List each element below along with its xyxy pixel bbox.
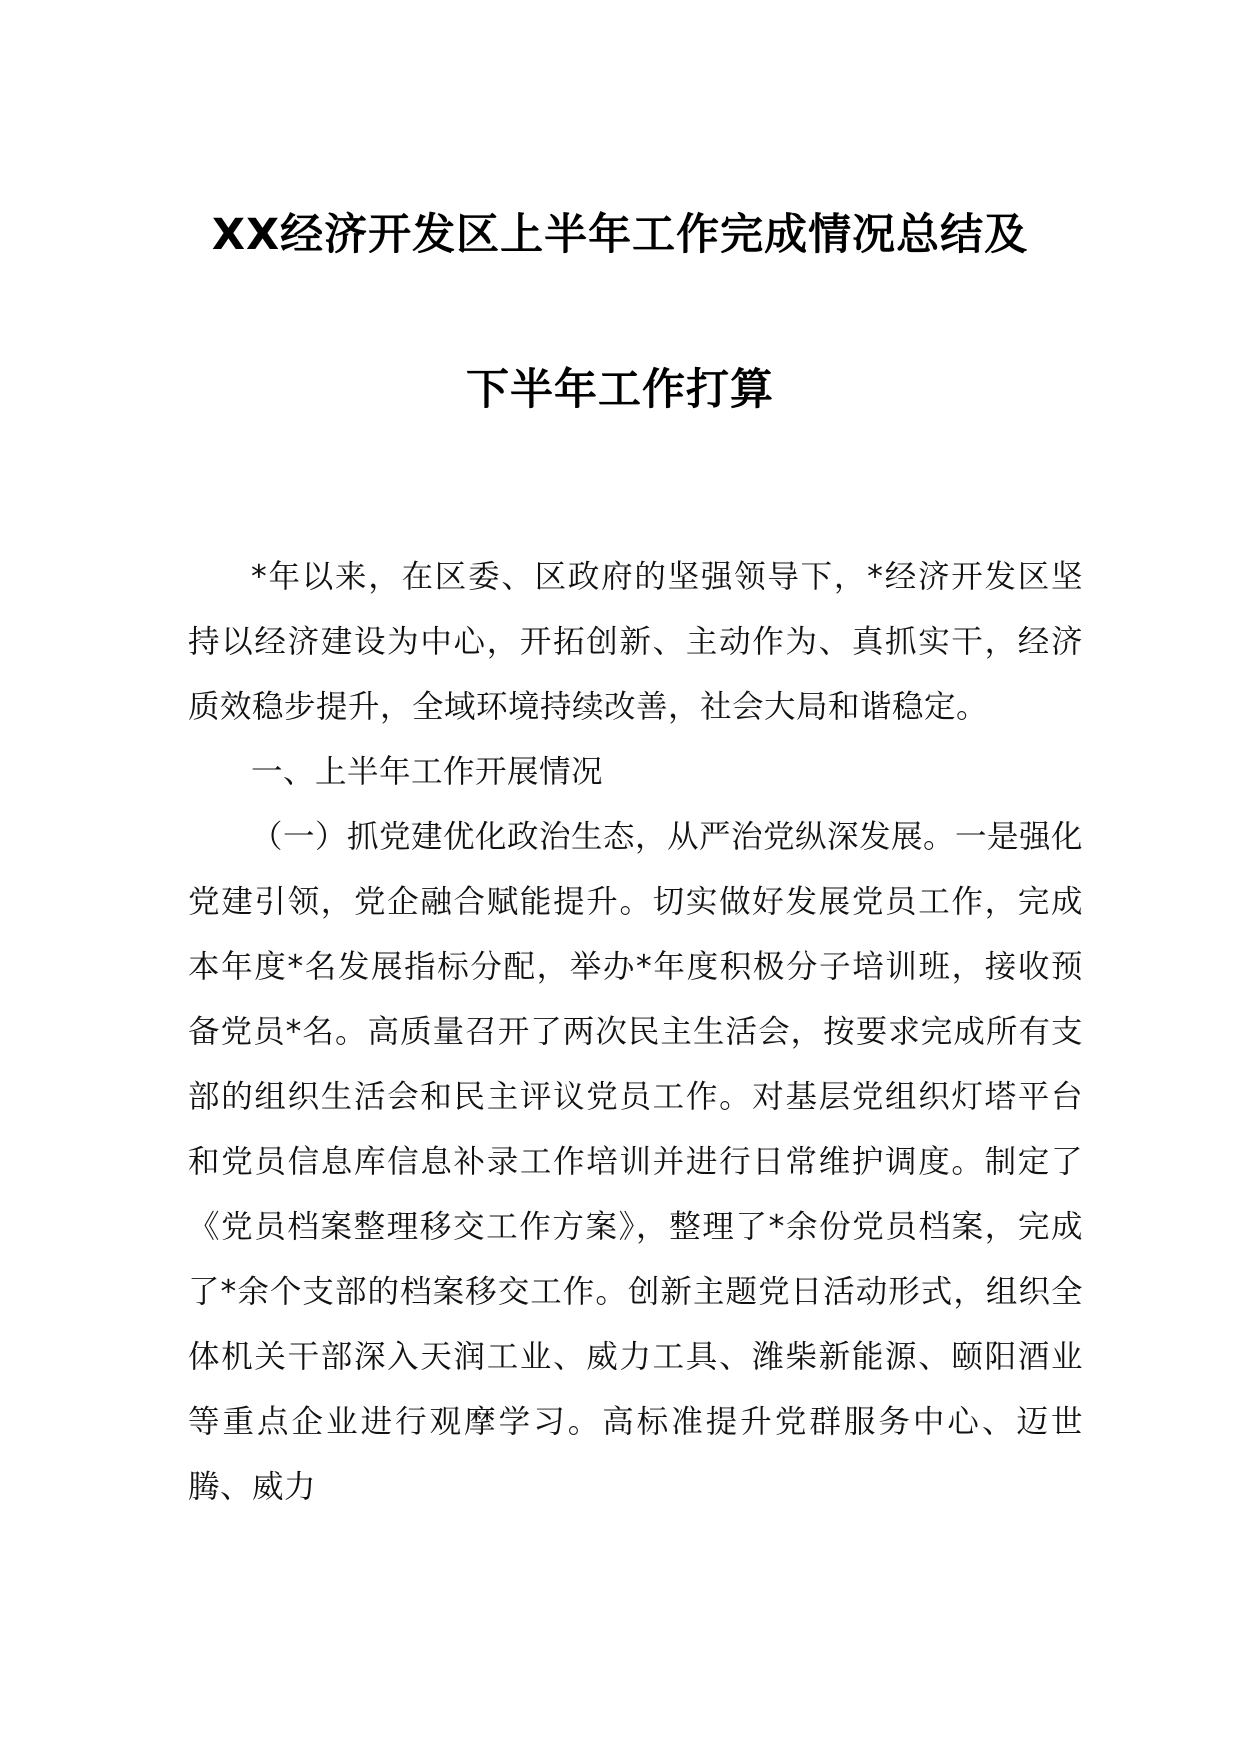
paragraph-party-building: （一）抓党建优化政治生态，从严治党纵深发展。一是强化党建引领，党企融合赋能提升。切实做好发展党员工作，完成本年度*名发展指标分配，举办*年度积极分子培训班，接收预备党员*名。高质量召开了两次民主生活会，按要求完成所有支部的组织生活会和民主评议党员工作。对基层党组织灯塔平台和党员信息库信息补录工作培训并进行日常维护调度。制定了《党员档案整理移交工作方案》，整理了*余份党员档案，完成了*余个支部的档案移交工作。创新主题党日活动形式，组织全体机关干部深入天润工业、威力工具、潍柴新能源、颐阳酒业等重点企业进行观摩学习。高标准提升党群服务中心、迈世腾、威力	[188, 819, 1084, 1505]
document-body	[188, 545, 1083, 1520]
paragraph-intro: *年以来，在区委、区政府的坚强领导下，*经济开发区坚持以经济建设为中心，开拓创新、主动作为、真抓实干，经济质效稳步提升，全域环境持续改善，社会大局和谐稳定。	[188, 559, 1083, 725]
document-title-line-1: XX经济开发区上半年工作完成情况总结及	[211, 210, 1029, 260]
section-heading: 一、上半年工作开展情况	[251, 754, 604, 790]
document-title-line-2: 下半年工作打算	[466, 365, 774, 415]
